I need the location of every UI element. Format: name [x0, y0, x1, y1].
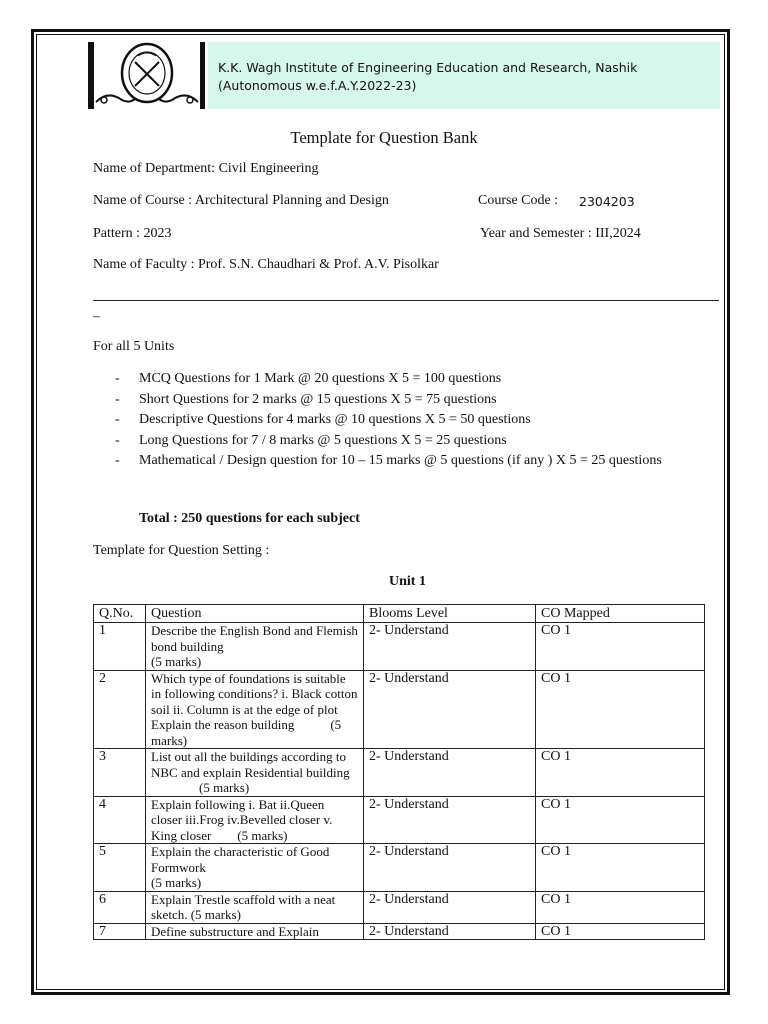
q-text: Which type of foundations is suitable in following conditions? i. Black cotton soil ii. Column is at the edge of plot Explain the reason building [151, 670, 358, 732]
q-marks: (5 marks) [199, 780, 250, 795]
course-code-label: Course Code : [478, 193, 559, 208]
table-row [94, 670, 705, 749]
bullet-dash: - [115, 432, 120, 448]
q-text: Explain the characteristic of Good Formwork [151, 844, 330, 875]
q-marks: (5 marks) [190, 907, 241, 922]
header-blooms-level: Blooms Level [364, 605, 536, 623]
institute-name: K.K. Wagh Institute of Engineering Education and Research, Nashik (Autonomous w.e.f.A.Y.2022-23) [218, 60, 638, 93]
q-text: Define substructure and Explain [151, 923, 319, 939]
department: Name of Department: Civil Engineering [93, 161, 319, 176]
q-level: 2- Understand [364, 923, 536, 940]
letterhead-band [208, 42, 720, 109]
q-level: 2- Understand [364, 844, 536, 892]
table-row [94, 923, 705, 940]
q-level: 2- Understand [364, 623, 536, 671]
list-item-text: Short Questions for 2 marks @ 15 questions X 5 = 75 questions [139, 391, 497, 407]
q-level: 2- Understand [364, 670, 536, 749]
q-level: 2- Understand [364, 891, 536, 923]
q-level: 2- Understand [364, 749, 536, 797]
list-item [115, 433, 705, 450]
divider-tail: – [93, 309, 100, 324]
q-level: 2- Understand [364, 796, 536, 844]
letterhead [86, 42, 720, 109]
q-text: Describe the English Bond and Flemish bond building [151, 623, 358, 654]
list-item-text: MCQ Questions for 1 Mark @ 20 questions X 5 = 100 questions [139, 371, 502, 386]
header-co-mapped: CO Mapped [536, 605, 705, 623]
faculty: Name of Faculty : Prof. S.N. Chaudhari & Prof. A.V. Pisolkar [93, 257, 439, 272]
list-item [115, 412, 705, 429]
q-number: 7 [94, 923, 146, 940]
q-number: 6 [94, 891, 146, 923]
table-row [94, 796, 705, 844]
bullet-dash: - [115, 391, 120, 407]
q-text: Explain Trestle scaffold with a neat sketch. [151, 891, 336, 922]
q-marks: (5 marks) [237, 827, 288, 843]
q-number: 3 [94, 749, 146, 797]
header-question: Question [146, 605, 364, 623]
institute-logo [86, 42, 208, 109]
course-name: Name of Course : Architectural Planning and Design [93, 193, 389, 208]
header-qno: Q.No. [94, 605, 146, 623]
total-questions: Total : 250 questions for each subject [139, 511, 360, 526]
table-row [94, 891, 705, 923]
table-row [94, 623, 705, 671]
q-text: List out all the buildings according to NBC and explain Residential building [151, 749, 350, 780]
list-item [115, 453, 705, 470]
q-text-cell [146, 796, 364, 844]
table-header-row [94, 605, 705, 623]
q-co: CO 1 [536, 844, 705, 892]
table-row [94, 749, 705, 797]
course-code: 2304203 [579, 194, 635, 209]
q-text: Explain following i. Bat ii.Queen closer iii.Frog iv.Bevelled closer v. King closer [151, 796, 333, 843]
bullet-dash: - [115, 412, 120, 427]
q-text-cell [146, 923, 364, 940]
year-semester: Year and Semester : III,2024 [480, 226, 641, 241]
unit-heading: Unit 1 [389, 574, 426, 589]
q-marks: (5 marks) [151, 875, 202, 890]
list-item [115, 371, 705, 388]
table-row [94, 844, 705, 892]
q-text-cell [146, 891, 364, 923]
list-item-text: Long Questions for 7 / 8 marks @ 5 questions X 5 = 25 questions [139, 432, 507, 448]
q-text-cell [146, 749, 364, 797]
q-co: CO 1 [536, 749, 705, 797]
setting-intro: Template for Question Setting : [93, 543, 270, 558]
q-co: CO 1 [536, 796, 705, 844]
q-text-cell [146, 623, 364, 671]
q-number: 2 [94, 670, 146, 749]
question-distribution-list [115, 371, 705, 474]
q-marks: (5 marks) [151, 717, 342, 748]
bullet-dash: - [115, 371, 120, 386]
q-co: CO 1 [536, 623, 705, 671]
units-intro: For all 5 Units [93, 339, 175, 354]
pattern: Pattern : 2023 [93, 226, 172, 241]
q-number: 1 [94, 623, 146, 671]
q-number: 5 [94, 844, 146, 892]
q-text-cell [146, 670, 364, 749]
list-item [115, 392, 705, 409]
list-item-text: Mathematical / Design question for 10 – 15 marks @ 5 questions (if any ) X 5 = 25 questions [139, 453, 662, 468]
question-table [93, 604, 705, 940]
q-co: CO 1 [536, 670, 705, 749]
document-title: Template for Question Bank [290, 128, 478, 147]
q-co: CO 1 [536, 891, 705, 923]
divider-line [93, 300, 719, 301]
bullet-dash: - [115, 453, 120, 468]
q-text-cell [146, 844, 364, 892]
q-co: CO 1 [536, 923, 705, 940]
q-marks: (5 marks) [151, 654, 202, 669]
q-number: 4 [94, 796, 146, 844]
list-item-text: Descriptive Questions for 4 marks @ 10 questions X 5 = 50 questions [139, 412, 531, 427]
